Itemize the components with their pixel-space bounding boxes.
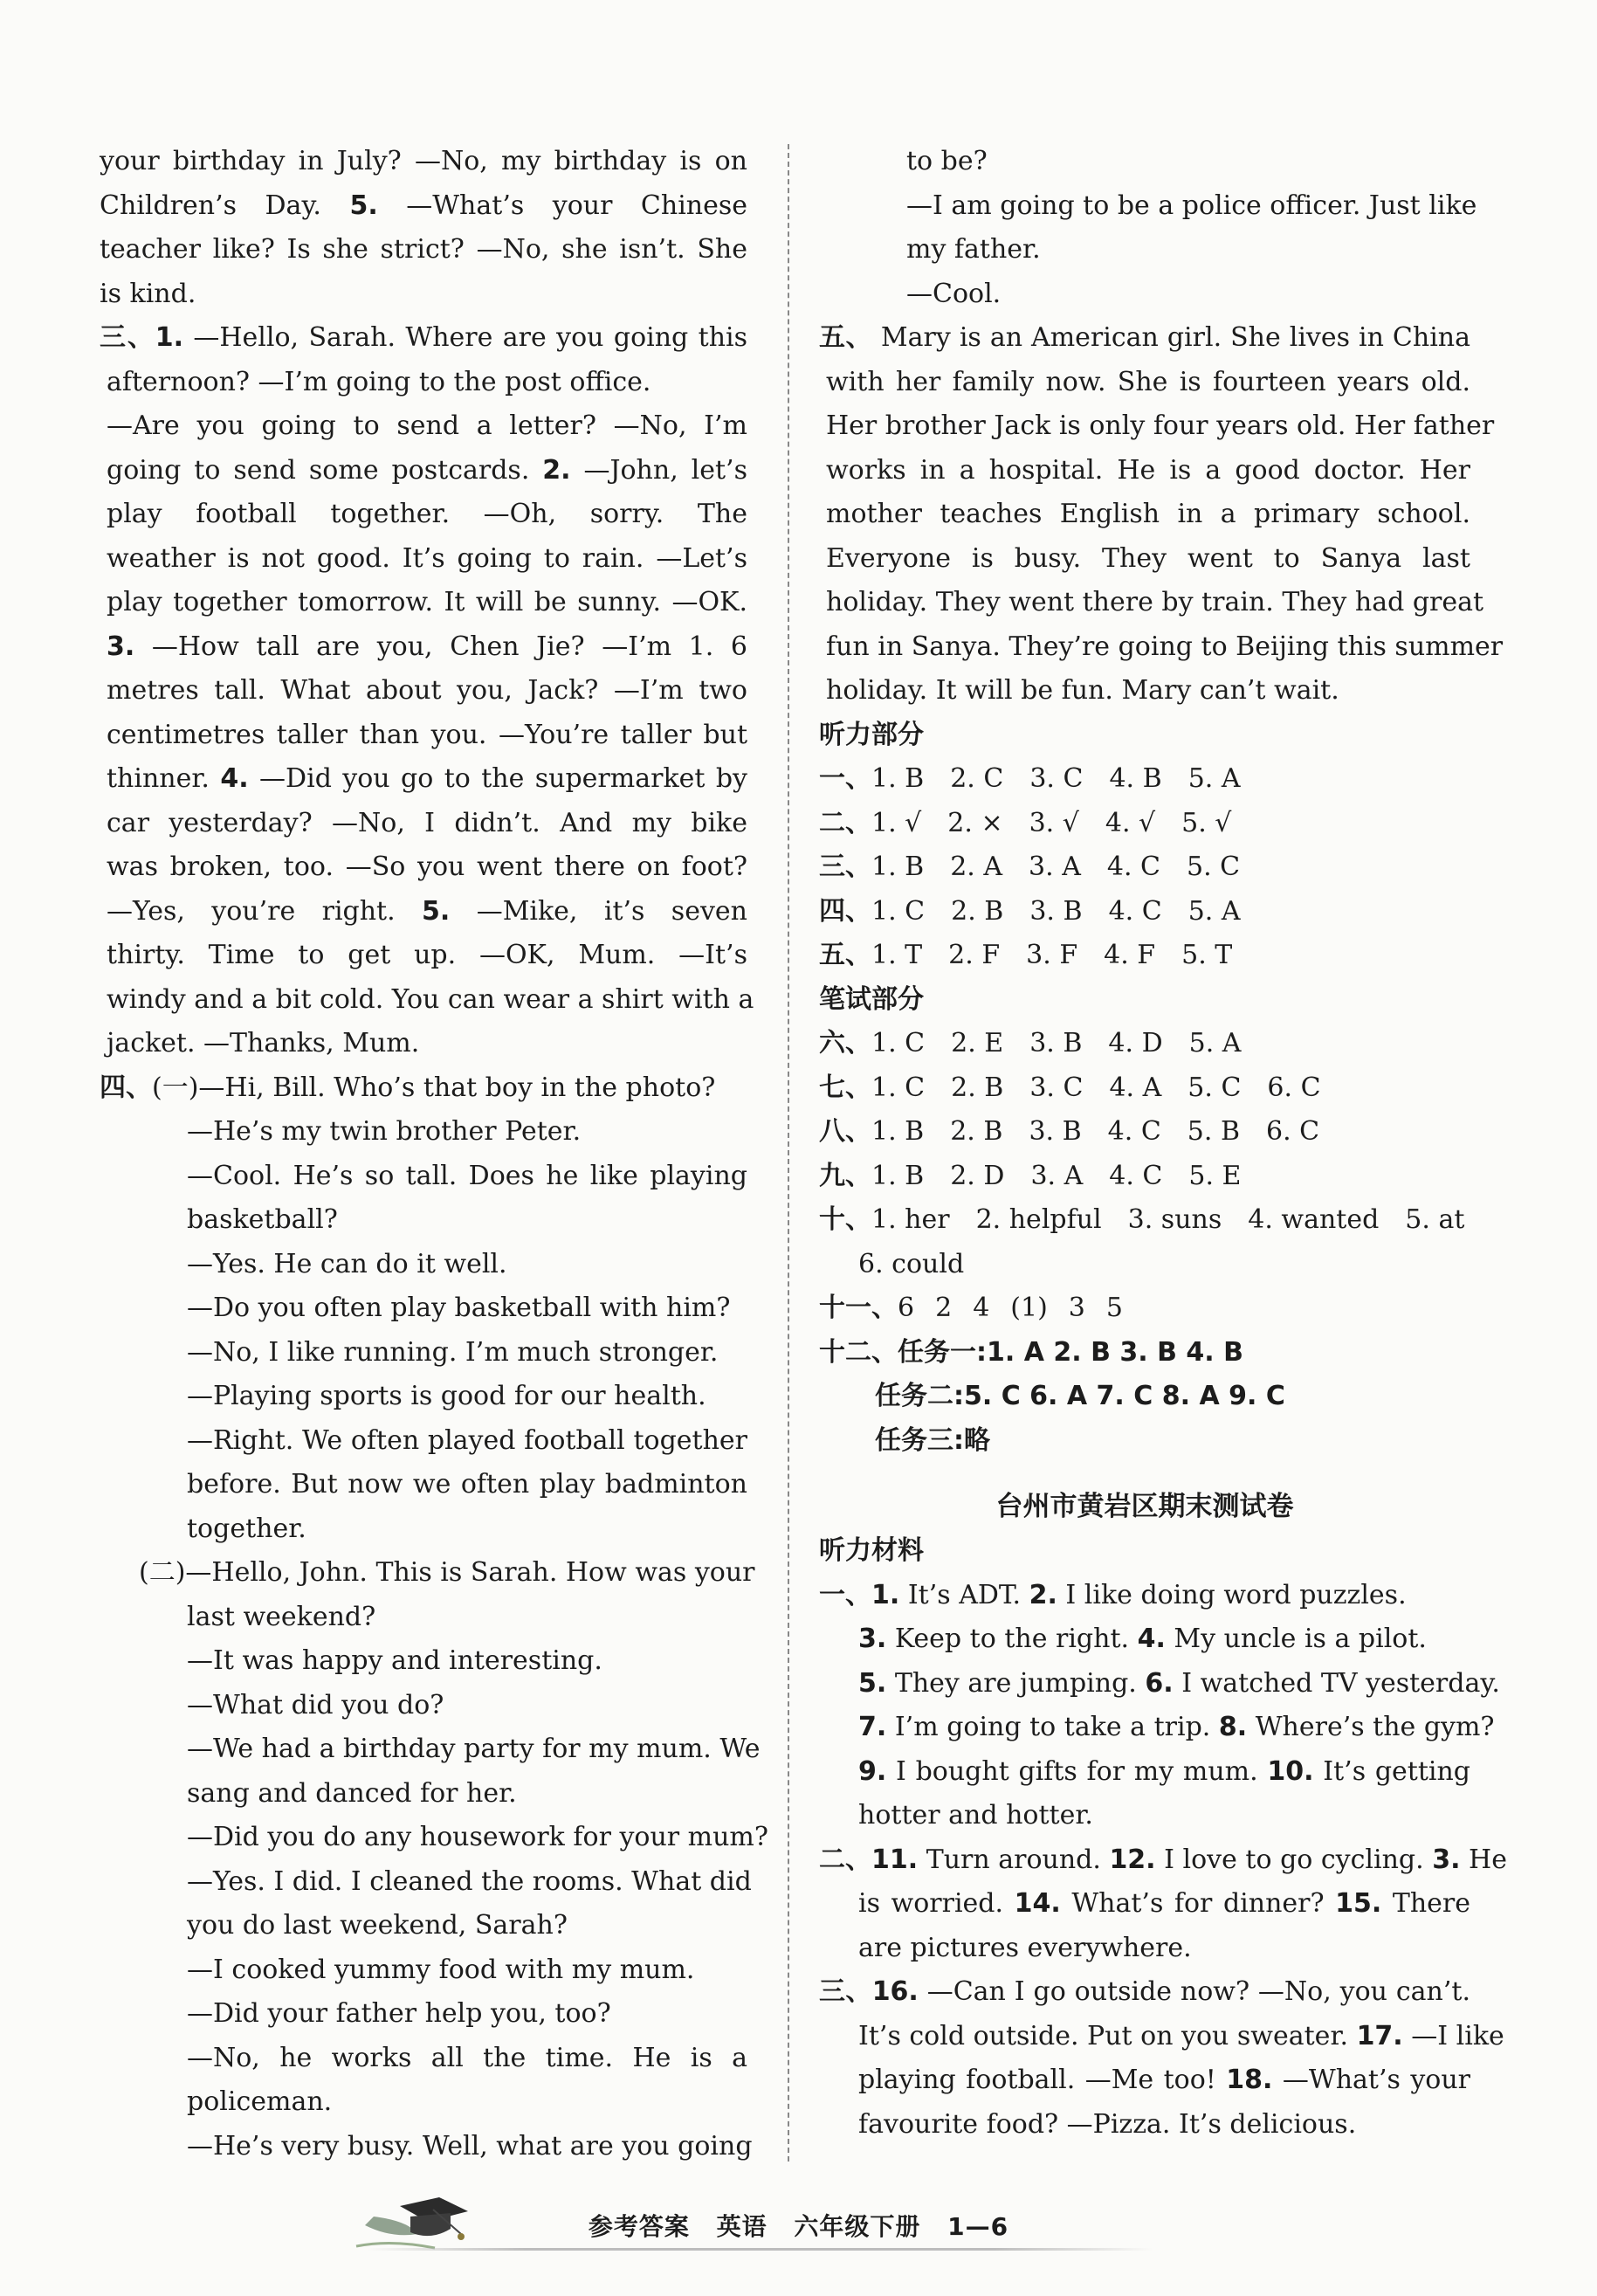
answer-row — [819, 1066, 1470, 1111]
text-line — [100, 1551, 755, 1596]
line-text: —Right. We often played football together — [187, 1424, 747, 1456]
item-number: 5. — [858, 1667, 887, 1699]
answer-item: 1. C — [871, 1028, 926, 1058]
line-text: with her family now. She is fourteen years old. — [826, 366, 1470, 397]
item-number: 7. — [858, 1712, 887, 1742]
item-number: 16. — [871, 1976, 919, 2007]
answer-item: 5. A — [1188, 1028, 1242, 1058]
line-text: (一)—Hi, Bill. Who’s that boy in the photo? — [152, 1072, 716, 1103]
line-text: I watched TV yesterday. — [1173, 1667, 1500, 1699]
line-text: I like doing word puzzles. — [1057, 1579, 1407, 1610]
line-text: jacket. —Thanks, Mum. — [107, 1028, 420, 1058]
answer-item: 4. B — [1109, 763, 1162, 794]
line-text: They are jumping. — [886, 1667, 1146, 1699]
line-text: I love to go cycling. — [1155, 1844, 1433, 1875]
text-line — [100, 1198, 747, 1243]
text-line — [819, 1750, 1470, 1795]
line-text: hotter and hotter. — [858, 1800, 1093, 1831]
item-number: 3. — [107, 631, 135, 662]
item-number: 2. — [542, 454, 571, 486]
text-line — [100, 714, 747, 758]
text-line — [100, 1948, 747, 1993]
line-text: sang and danced for her. — [187, 1777, 517, 1809]
text-line — [100, 537, 747, 582]
line-text: —No, I like running. I’m much stronger. — [187, 1336, 719, 1368]
line-text: —It was happy and interesting. — [187, 1645, 602, 1676]
text-line — [100, 1727, 761, 1772]
item-number: 6. — [1145, 1667, 1174, 1699]
item-number: 1. — [871, 1579, 900, 1610]
answer-row — [819, 1155, 1470, 1199]
answer-item: 4. F — [1104, 940, 1156, 970]
line-text: is kind. — [100, 278, 196, 309]
answer-item: 3 — [1068, 1293, 1085, 1323]
answer-item: 2. helpful — [975, 1204, 1102, 1235]
line-text: I’m going to take a trip. — [886, 1712, 1219, 1742]
line-text: —I like — [1402, 2020, 1504, 2051]
line-text: —How tall are you, Chen Jie? —I’m 1. 6 — [134, 631, 747, 662]
text-line — [100, 1639, 747, 1684]
answer-item: 6. could — [858, 1248, 965, 1279]
item-number: 任务二: — [875, 1381, 964, 1411]
line-text: policeman. — [187, 2086, 333, 2117]
answer-item: 2. × — [947, 807, 1003, 838]
text-line — [100, 1596, 747, 1640]
line-text: thinner. — [107, 763, 221, 794]
text-line — [819, 184, 1477, 229]
line-text: your birthday in July? —No, my birthday is on — [100, 146, 747, 176]
line-text: —Cool. He’s so tall. Does he like playing — [187, 1160, 747, 1191]
line-text: my father. — [906, 234, 1041, 265]
answer-item: 4. A — [1109, 1072, 1162, 1103]
text-line — [819, 1617, 1470, 1662]
answer-item: 5. √ — [1181, 807, 1232, 838]
line-text: mother teaches English in a primary school. — [826, 499, 1470, 529]
line-text: —Did your father help you, too? — [187, 1998, 611, 2029]
line-text: My uncle is a pilot. — [1165, 1624, 1427, 1654]
question-number: 五、 — [819, 322, 872, 353]
line-text: —Can I go outside now? —No, you can’t. — [918, 1976, 1470, 2007]
text-line — [100, 316, 747, 361]
answer-row — [819, 1198, 1470, 1243]
line-text: windy and a bit cold. You can wear a shirt with a — [107, 983, 754, 1015]
answer-item: 6 — [898, 1293, 915, 1323]
item-number: 8. — [1218, 1712, 1248, 1742]
answer-item: 1. T — [871, 940, 923, 970]
line-text: going to send some postcards. — [107, 454, 543, 486]
line-text: —Are you going to send a letter? —No, I’m — [107, 410, 747, 441]
footer-subject: 英语 — [716, 2212, 768, 2241]
answer-item: (1) — [1010, 1293, 1048, 1323]
text-line — [819, 1419, 1470, 1464]
question-number: 一、 — [819, 1579, 871, 1610]
question-number: 二、 — [819, 1844, 871, 1875]
text-line — [819, 1375, 1470, 1419]
question-number: 三、 — [819, 1976, 872, 2007]
line-text: There — [1381, 1888, 1471, 1919]
line-text: are pictures everywhere. — [858, 1932, 1192, 1963]
text-line — [100, 140, 747, 184]
answer-item: 5. at — [1405, 1204, 1465, 1235]
text-line — [100, 1419, 747, 1464]
line-text: (二)—Hello, John. This is Sarah. How was your — [139, 1557, 755, 1588]
question-number: 三、 — [100, 322, 155, 353]
item-number: 4. — [1137, 1624, 1166, 1654]
answer-row — [819, 934, 1470, 978]
item-number: 3. — [1432, 1844, 1461, 1875]
text-line — [819, 2058, 1470, 2103]
answer-item: 4. C — [1108, 895, 1162, 927]
item-number: 4. — [220, 763, 249, 794]
line-text: before. But now we often play badminton — [187, 1469, 747, 1500]
line-text: —I am going to be a police officer. Just like — [906, 190, 1477, 221]
column-divider — [788, 144, 789, 2162]
answer-item: 2 — [935, 1293, 953, 1323]
answer-row — [819, 1286, 1470, 1331]
page-footer — [0, 2201, 1597, 2271]
line-text: —Playing sports is good for our health. — [187, 1381, 706, 1411]
line-text: was broken, too. —So you went there on foot? — [107, 852, 747, 882]
text-line — [100, 2080, 747, 2125]
item-number: 2. — [1029, 1579, 1057, 1610]
answer-item: 1. B — [871, 852, 925, 882]
text-line — [100, 1243, 747, 1287]
text-line — [819, 1706, 1495, 1750]
text-line — [819, 669, 1470, 714]
text-line — [100, 581, 747, 625]
answer-item: 1. B — [871, 1160, 925, 1191]
answer-item: 3. F — [1026, 940, 1078, 970]
footer-rule — [367, 2248, 1153, 2251]
text-line — [819, 625, 1504, 670]
question-number: 五、 — [819, 940, 871, 970]
text-line — [100, 1463, 747, 1507]
text-line — [819, 1970, 1470, 2015]
item-number: 1. A 2. B 3. B 4. B — [987, 1336, 1244, 1368]
answer-item: 5. A — [1187, 895, 1241, 927]
line-text: play football together. —Oh, sorry. The — [107, 499, 747, 529]
answer-row — [819, 1243, 1470, 1287]
line-text: holiday. They went there by train. They had great — [826, 587, 1484, 617]
line-text: Mary is an American girl. She lives in China — [871, 322, 1471, 353]
question-number: 六、 — [819, 1028, 871, 1058]
text-line — [100, 272, 747, 317]
line-text: —Do you often play basketball with him? — [187, 1293, 731, 1323]
line-text: —Mike, it’s seven — [450, 895, 747, 927]
answer-item: 1. her — [871, 1204, 950, 1235]
text-line — [100, 757, 747, 802]
line-text: —What’s your Chinese — [377, 190, 748, 221]
answer-row — [819, 757, 1470, 802]
answer-row — [819, 1022, 1470, 1066]
text-line — [100, 1286, 747, 1331]
line-text: you do last weekend, Sarah? — [187, 1910, 568, 1941]
question-number: 十一、 — [819, 1293, 898, 1323]
answer-item: 2. E — [951, 1028, 1004, 1058]
text-line — [819, 2103, 1470, 2148]
answer-item: 4. C — [1107, 1116, 1161, 1147]
line-text: What’s for dinner? — [1060, 1888, 1336, 1919]
item-number: 17. — [1356, 2020, 1403, 2051]
answer-item: 4. D — [1108, 1028, 1163, 1058]
text-line — [100, 184, 747, 229]
line-text: Children’s Day. — [100, 190, 350, 221]
line-text: —John, let’s — [570, 454, 747, 486]
text-line — [100, 1375, 747, 1419]
line-text: —Hello, Sarah. Where are you going this — [183, 322, 748, 353]
text-line — [100, 625, 747, 670]
line-text: —We had a birthday party for my mum. We — [187, 1734, 761, 1764]
line-text: basketball? — [187, 1204, 338, 1235]
item-number: 任务三:略 — [875, 1424, 990, 1456]
text-line — [100, 890, 747, 934]
answer-item: 5. T — [1181, 940, 1233, 970]
answer-item: 2. D — [950, 1160, 1005, 1191]
text-line — [819, 1882, 1470, 1927]
text-line — [100, 2037, 747, 2081]
footer-answer-label: 参考答案 — [588, 2212, 690, 2241]
item-number: 9. — [858, 1755, 887, 1787]
answer-item: 2. B — [950, 1116, 1003, 1147]
text-line — [819, 272, 1470, 317]
answer-item: 5. C — [1187, 1072, 1242, 1103]
text-line — [100, 1507, 747, 1552]
answer-item: 4 — [973, 1293, 990, 1323]
text-line — [100, 1684, 747, 1728]
line-text: —He’s very busy. Well, what are you going — [187, 2130, 753, 2162]
line-text: —I cooked yummy food with my mum. — [187, 1954, 695, 1985]
text-line — [819, 404, 1495, 449]
section-heading: 听力材料 — [819, 1535, 924, 1566]
answer-item: 4. wanted — [1248, 1204, 1380, 1235]
text-line — [100, 493, 747, 537]
answer-item: 5. C — [1187, 852, 1241, 882]
answer-row — [819, 890, 1470, 934]
text-line — [819, 1927, 1470, 1971]
answer-item: 5. A — [1187, 763, 1241, 794]
line-text: last weekend? — [187, 1601, 376, 1632]
text-line — [100, 845, 747, 890]
text-line — [819, 361, 1470, 405]
text-line — [819, 140, 1470, 184]
line-text: holiday. It will be fun. Mary can’t wait. — [826, 675, 1339, 706]
question-number: 八、 — [819, 1116, 871, 1147]
section-heading: 听力部分 — [819, 719, 924, 750]
question-number: 十、 — [819, 1204, 871, 1235]
line-text: It’s getting — [1313, 1755, 1471, 1787]
question-number: 四、 — [100, 1072, 152, 1103]
answer-item: 2. B — [951, 895, 1004, 927]
item-number: 5. C 6. A 7. C 8. A 9. C — [964, 1381, 1285, 1411]
text-line — [100, 2125, 753, 2169]
line-text: Everyone is busy. They went to Sanya last — [826, 542, 1470, 574]
line-text: He — [1460, 1844, 1507, 1875]
answer-item: 3. C — [1029, 763, 1084, 794]
answer-item: 3. suns — [1127, 1204, 1222, 1235]
text-line — [819, 493, 1470, 537]
text-line — [100, 669, 747, 714]
answer-item: 3. A — [1030, 1160, 1084, 1191]
line-text: I bought gifts for my mum. — [886, 1755, 1268, 1787]
item-number: 5. — [349, 190, 378, 221]
line-text: —Did you do any housework for your mum? — [187, 1822, 768, 1852]
answer-row — [819, 1110, 1470, 1155]
text-line — [100, 228, 747, 272]
text-line — [100, 1066, 747, 1111]
line-text: —Yes, you’re right. — [107, 895, 423, 927]
line-text: together. — [187, 1513, 306, 1544]
line-text: works in a hospital. He is a good doctor. Her — [826, 454, 1470, 486]
text-line — [100, 1155, 747, 1199]
line-text: —Did you go to the supermarket by — [248, 763, 747, 794]
text-line — [819, 1331, 1470, 1376]
text-line — [100, 934, 747, 978]
line-text: afternoon? —I’m going to the post office. — [107, 366, 651, 397]
answer-item: 5. E — [1188, 1160, 1242, 1191]
line-text: playing football. —Me too! — [858, 2065, 1227, 2095]
answer-item: 2. C — [950, 763, 1004, 794]
answer-item: 5 — [1105, 1293, 1123, 1323]
item-number: 5. — [422, 895, 451, 927]
line-text: teacher like? Is she strict? —No, she isn’t. She — [100, 234, 747, 265]
line-text: —He’s my twin brother Peter. — [187, 1116, 582, 1147]
answer-item: 6. C — [1266, 1116, 1320, 1147]
text-line — [819, 1794, 1470, 1838]
line-text: Keep to the right. — [886, 1624, 1138, 1654]
line-text: It’s cold outside. Put on you sweater. — [858, 2020, 1357, 2051]
text-line — [100, 361, 747, 405]
line-text: —What did you do? — [187, 1689, 444, 1720]
text-line — [100, 404, 747, 449]
question-number: 七、 — [819, 1072, 871, 1103]
line-text: metres tall. What about you, Jack? —I’m two — [107, 675, 747, 706]
answer-item: 3. A — [1029, 852, 1081, 882]
answer-item: 4. C — [1109, 1160, 1163, 1191]
text-line — [819, 1662, 1500, 1706]
line-text: —Yes. I did. I cleaned the rooms. What did — [187, 1865, 752, 1897]
answer-item: 3. B — [1029, 895, 1083, 927]
answer-item: 1. B — [871, 1116, 925, 1147]
line-text: Her brother Jack is only four years old. Her father — [826, 410, 1495, 441]
text-line — [819, 1838, 1507, 1883]
item-number: 12. — [1109, 1844, 1156, 1875]
text-line — [819, 1574, 1470, 1618]
line-text: centimetres taller than you. —You’re taller but — [107, 719, 747, 750]
line-text: It’s ADT. — [899, 1579, 1029, 1610]
line-text: Turn around. — [918, 1844, 1110, 1875]
line-text: weather is not good. It’s going to rain. —Let’s — [107, 542, 747, 574]
line-text: —What’s your — [1272, 2065, 1470, 2095]
answer-item: 4. C — [1106, 852, 1160, 882]
line-text: to be? — [906, 146, 988, 176]
question-number: 十二、 — [819, 1336, 898, 1368]
text-line — [819, 2015, 1504, 2059]
answer-item: 6. C — [1267, 1072, 1321, 1103]
line-text: car yesterday? —No, I didn’t. And my bike — [107, 807, 747, 838]
answer-item: 1. C — [871, 1072, 926, 1103]
section-title: 台州市黄岩区期末测试卷 — [995, 1491, 1294, 1522]
answer-item: 2. A — [950, 852, 1003, 882]
line-text: is worried. — [858, 1888, 1015, 1919]
answer-item: 1. √ — [871, 807, 922, 838]
text-line — [100, 449, 747, 493]
line-text: Where’s the gym? — [1247, 1712, 1495, 1742]
item-number: 任务一: — [898, 1336, 987, 1368]
text-line — [100, 1331, 747, 1376]
line-text: —Yes. He can do it well. — [187, 1248, 507, 1279]
text-line — [100, 1110, 747, 1155]
item-number: 14. — [1014, 1888, 1061, 1919]
question-number: 一、 — [819, 763, 871, 794]
answer-item: 3. B — [1029, 1028, 1083, 1058]
text-line — [100, 1860, 752, 1905]
answer-item: 5. B — [1187, 1116, 1240, 1147]
text-line — [100, 978, 754, 1023]
left-column — [100, 140, 768, 2168]
right-column — [819, 140, 1507, 2147]
answer-item: 4. √ — [1105, 807, 1156, 838]
question-number: 四、 — [819, 895, 871, 927]
text-line — [100, 1992, 747, 2037]
answer-item: 3. √ — [1029, 807, 1079, 838]
text-line — [819, 581, 1484, 625]
answer-item: 3. C — [1029, 1072, 1084, 1103]
line-text: fun in Sanya. They’re going to Beijing this summer — [826, 631, 1504, 662]
question-number: 三、 — [819, 852, 871, 882]
answer-item: 1. C — [871, 895, 926, 927]
item-number: 15. — [1335, 1888, 1382, 1919]
item-number: 11. — [871, 1844, 919, 1875]
text-line — [100, 1022, 747, 1066]
section-heading: 笔试部分 — [819, 983, 924, 1015]
item-number: 10. — [1267, 1755, 1314, 1787]
answer-row — [819, 802, 1470, 846]
item-number: 1. — [155, 322, 183, 353]
answer-item: 2. F — [948, 940, 1001, 970]
text-line — [100, 1772, 747, 1817]
item-number: 3. — [858, 1624, 887, 1654]
footer-text — [0, 2208, 1597, 2243]
line-text: favourite food? —Pizza. It’s delicious. — [858, 2108, 1357, 2140]
text-line — [819, 449, 1470, 493]
footer-grade: 六年级下册 — [794, 2212, 921, 2241]
item-number: 18. — [1226, 2065, 1273, 2095]
answer-item: 2. B — [951, 1072, 1004, 1103]
line-text: —Cool. — [906, 278, 1002, 309]
answer-row — [819, 845, 1470, 890]
line-text: —No, he works all the time. He is a — [187, 2042, 747, 2073]
text-line — [100, 1816, 768, 1860]
question-number: 九、 — [819, 1160, 871, 1191]
line-text: thirty. Time to get up. —OK, Mum. —It’s — [107, 940, 747, 970]
text-line — [819, 537, 1470, 582]
footer-page-number: 1—6 — [947, 2212, 1009, 2241]
text-line — [819, 228, 1470, 272]
text-line — [100, 1904, 747, 1948]
text-line — [100, 802, 747, 846]
text-line — [819, 316, 1470, 361]
line-text: play together tomorrow. It will be sunny. —OK. — [107, 587, 747, 617]
answer-item: 3. B — [1029, 1116, 1082, 1147]
question-number: 二、 — [819, 807, 871, 838]
answer-item: 1. B — [871, 763, 925, 794]
